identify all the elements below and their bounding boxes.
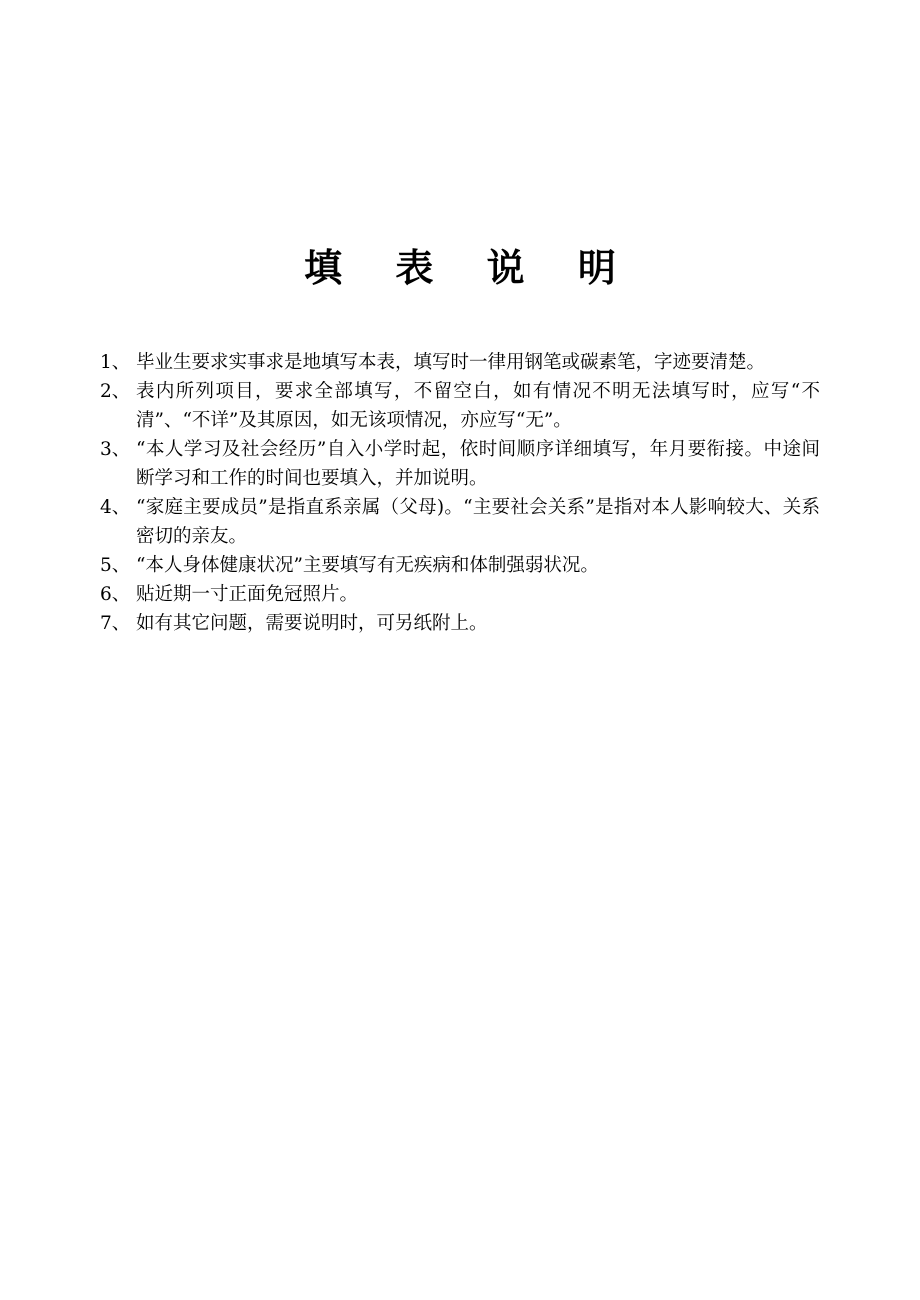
instruction-text: “家庭主要成员”是指直系亲属（父母)。“主要社会关系”是指对本人影响较大、关系密切的亲友。 bbox=[136, 497, 820, 547]
instruction-number: 7、 bbox=[100, 613, 131, 634]
instruction-number: 2、 bbox=[100, 381, 131, 402]
instruction-text: “本人身体健康状况”主要填写有无疾病和体制强弱状况。 bbox=[136, 555, 599, 576]
instruction-item bbox=[100, 493, 820, 551]
instruction-item bbox=[100, 551, 820, 580]
instructions-list bbox=[100, 348, 820, 638]
instruction-number: 3、 bbox=[100, 439, 131, 460]
instruction-item bbox=[100, 435, 820, 493]
instruction-number: 6、 bbox=[100, 584, 131, 605]
instruction-text: 贴近期一寸正面免冠照片。 bbox=[136, 584, 359, 605]
instruction-text: 如有其它问题，需要说明时，可另纸附上。 bbox=[136, 613, 488, 634]
instruction-item bbox=[100, 580, 820, 609]
instruction-item bbox=[100, 348, 820, 377]
instruction-number: 1、 bbox=[100, 352, 131, 373]
instruction-text: 表内所列项目，要求全部填写，不留空白，如有情况不明无法填写时，应写“不清”、“不详”及其原因，如无该项情况，亦应写“无”。 bbox=[136, 381, 820, 431]
instruction-item bbox=[100, 377, 820, 435]
instruction-text: “本人学习及社会经历”自入小学时起，依时间顺序详细填写，年月要衔接。中途间断学习和工作的时间也要填入，并加说明。 bbox=[136, 439, 820, 489]
instruction-number: 4、 bbox=[100, 497, 131, 518]
instruction-item bbox=[100, 609, 820, 638]
instruction-text: 毕业生要求实事求是地填写本表，填写时一律用钢笔或碳素笔，字迹要清楚。 bbox=[136, 352, 766, 373]
page-title: 填 表 说 明 bbox=[304, 245, 636, 290]
instruction-number: 5、 bbox=[100, 555, 131, 576]
